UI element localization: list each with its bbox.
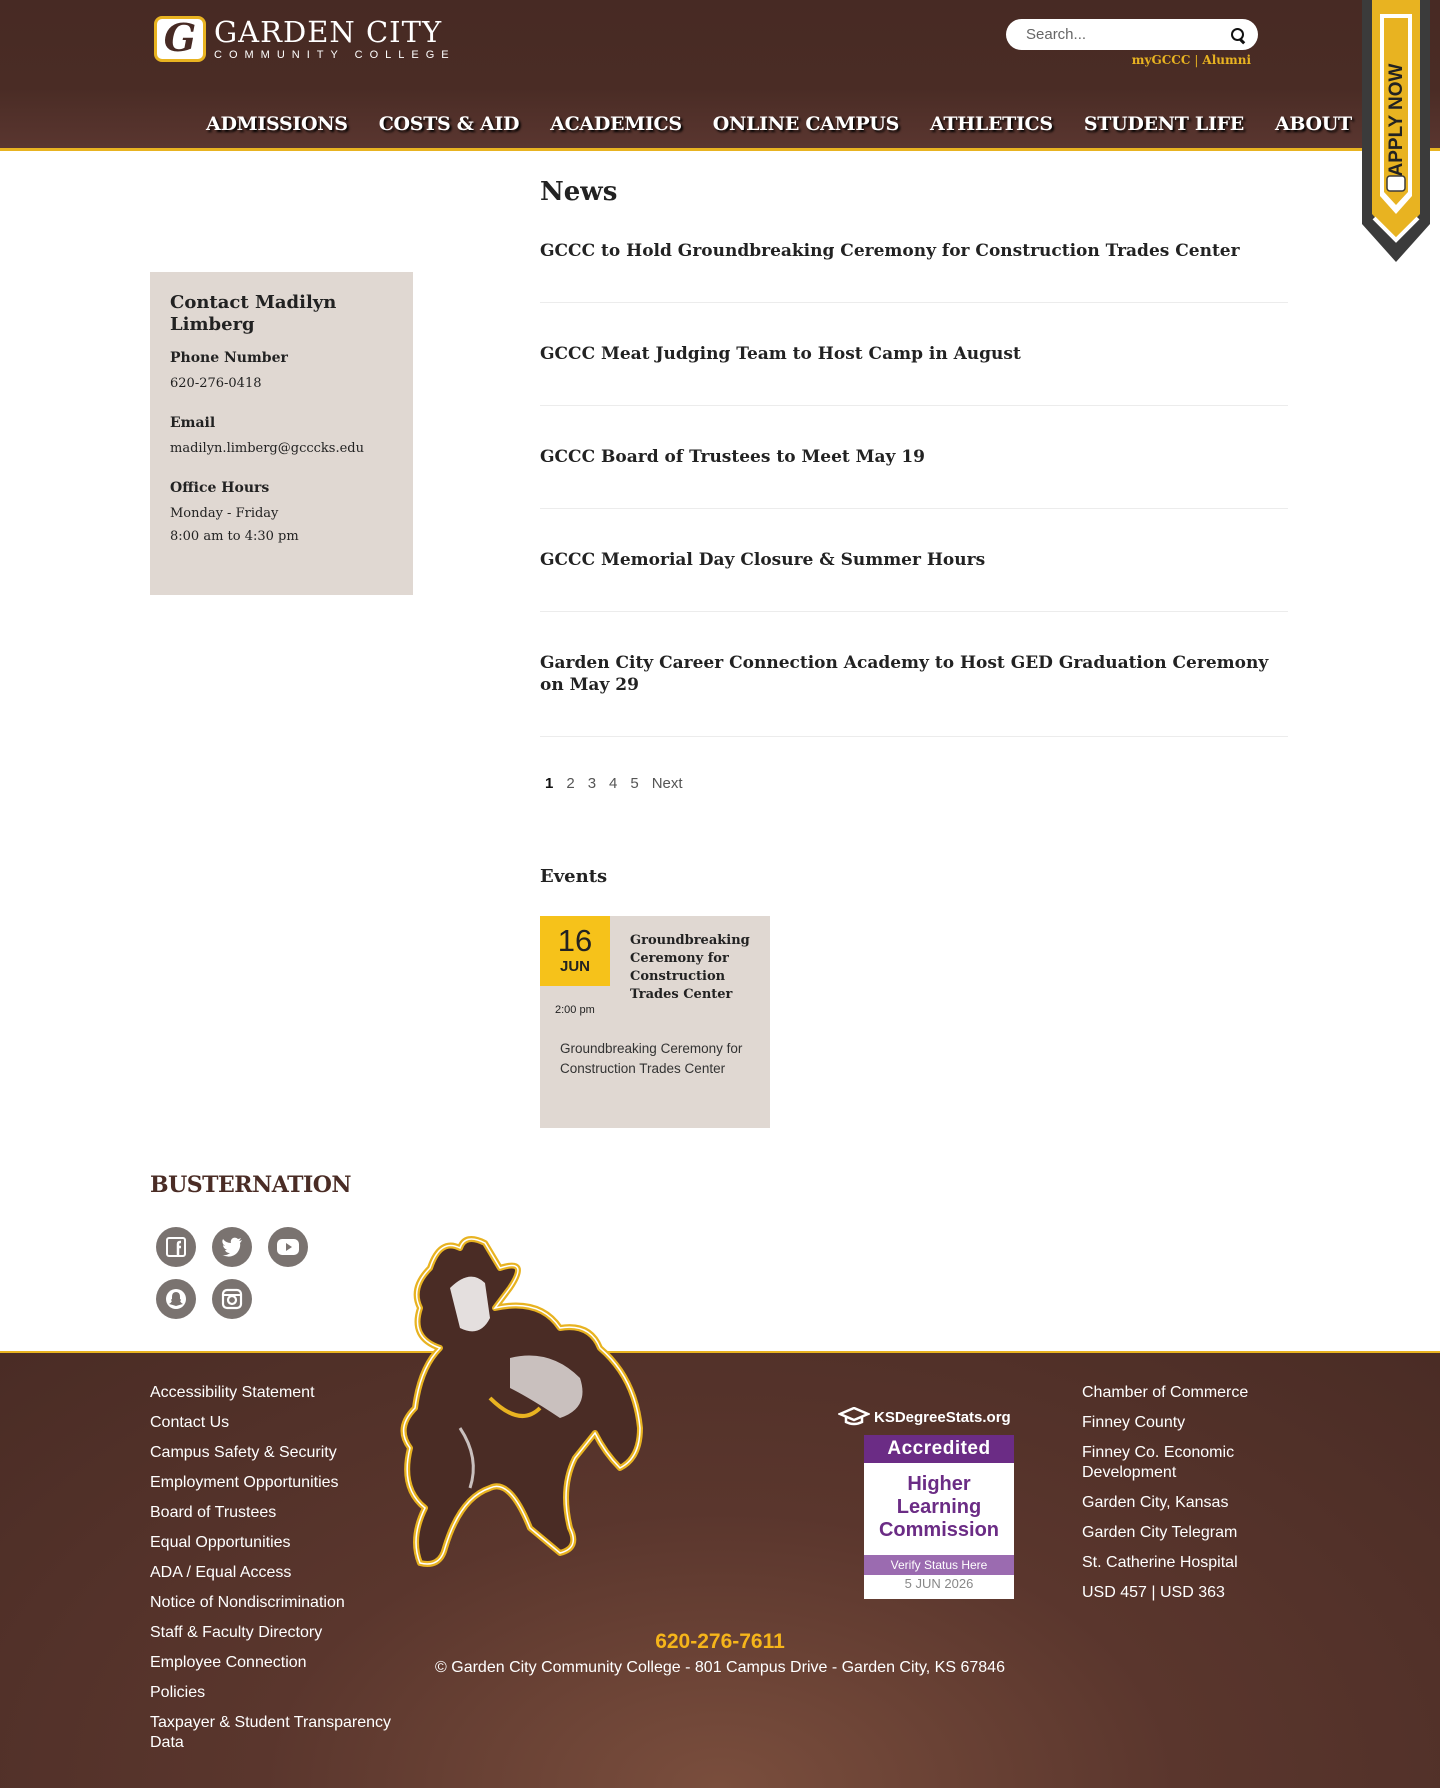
footer-link-directory[interactable]: Staff & Faculty Directory <box>150 1624 323 1641</box>
footer-link-finney-county[interactable]: Finney County <box>1082 1414 1186 1431</box>
search-input[interactable] <box>1026 26 1230 43</box>
footer-link-employee-connection[interactable]: Employee Connection <box>150 1654 307 1671</box>
page-5-link[interactable]: 5 <box>630 775 639 792</box>
util-separator: | <box>1194 53 1199 67</box>
youtube-glyph <box>276 1238 300 1256</box>
news-title-link[interactable]: GCCC Memorial Day Closure & Summer Hours <box>540 550 986 570</box>
mascot-body <box>404 1239 640 1564</box>
logo-mark-icon: G <box>154 16 206 62</box>
news-title-link[interactable]: Garden City Career Connection Academy to Host GED Graduation Ceremony on May 29 <box>540 653 1269 695</box>
facebook-glyph <box>165 1236 187 1258</box>
footer-link-finney-economic[interactable]: Finney Co. Economic Development <box>1082 1444 1235 1481</box>
footer-link-chamber[interactable]: Chamber of Commerce <box>1082 1384 1249 1401</box>
youtube-icon[interactable] <box>268 1227 308 1267</box>
hlc-line-2: Learning <box>896 1496 982 1518</box>
ksdegreestats-label: KSDegreeStats.org <box>874 1408 1011 1426</box>
event-date-badge <box>540 916 610 986</box>
news-item <box>540 343 1288 406</box>
nav-admissions[interactable]: ADMISSIONS <box>206 113 348 135</box>
page-2-link[interactable]: 2 <box>566 775 575 792</box>
nav-student-life[interactable]: STUDENT LIFE <box>1083 113 1244 135</box>
logo-subtitle: COMMUNITY COLLEGE <box>214 49 456 61</box>
email-value[interactable]: madilyn.limberg@gcccks.edu <box>170 441 364 456</box>
news-item <box>540 652 1288 737</box>
footer-link-transparency[interactable]: Taxpayer & Student Transparency Data <box>150 1714 392 1751</box>
footer-link-usd[interactable]: USD 457 | USD 363 <box>1082 1584 1225 1601</box>
utility-links <box>1132 53 1251 67</box>
pagination <box>545 775 683 792</box>
contact-title: Contact Madilyn Limberg <box>170 292 337 335</box>
apply-now-ribbon[interactable] <box>1362 0 1430 262</box>
news-item <box>540 240 1288 303</box>
page-3-link[interactable]: 3 <box>587 775 597 792</box>
footer-link-nondiscrimination[interactable]: Notice of Nondiscrimination <box>150 1594 345 1611</box>
hlc-line-3: Commission <box>878 1519 1000 1541</box>
footer-link-hospital[interactable]: St. Catherine Hospital <box>1082 1554 1238 1571</box>
news-item <box>540 446 1288 509</box>
logo-text <box>214 17 456 61</box>
college-logo[interactable] <box>154 16 456 62</box>
hours-time: 8:00 am to 4:30 pm <box>170 529 299 544</box>
instagram-icon[interactable] <box>212 1279 252 1319</box>
email-group <box>170 415 393 460</box>
snapchat-icon[interactable] <box>156 1279 196 1319</box>
event-description: Groundbreaking Ceremony for Construction Trades Center <box>560 1041 743 1076</box>
footer-link-garden-city[interactable]: Garden City, Kansas <box>1082 1494 1229 1511</box>
event-time: 2:00 pm <box>555 1004 595 1016</box>
event-day: 16 <box>557 923 593 958</box>
hours-days: Monday - Friday <box>170 506 279 521</box>
nav-academics[interactable]: ACADEMICS <box>550 113 682 135</box>
email-label: Email <box>170 415 216 431</box>
mygccc-link[interactable]: myGCCC <box>1131 53 1191 67</box>
event-title-link[interactable]: Groundbreaking Ceremony for Construction Trades Center <box>630 933 750 1002</box>
hlc-verify-link[interactable]: Verify Status Here <box>864 1555 1014 1575</box>
ksdegreestats-logo[interactable] <box>838 1407 1011 1427</box>
hlc-accredited: Accredited <box>864 1435 1014 1463</box>
footer-link-safety[interactable]: Campus Safety & Security <box>150 1444 337 1461</box>
footer-address: © Garden City Community College - 801 Campus Drive - Garden City, KS 67846 <box>435 1659 1005 1676</box>
hlc-date: 5 JUN 2026 <box>904 1576 974 1591</box>
nav-online-campus[interactable]: ONLINE CAMPUS <box>712 113 899 135</box>
search-icon[interactable] <box>1230 27 1246 43</box>
footer-link-employment[interactable]: Employment Opportunities <box>150 1474 339 1491</box>
twitter-icon[interactable] <box>212 1227 252 1267</box>
graduation-cap-icon <box>838 1407 870 1427</box>
news-title-link[interactable]: GCCC to Hold Groundbreaking Ceremony for Construction Trades Center <box>540 241 1240 261</box>
footer-link-trustees[interactable]: Board of Trustees <box>150 1504 277 1521</box>
page-1-link[interactable]: 1 <box>545 775 554 792</box>
twitter-glyph <box>221 1237 243 1257</box>
phone-group <box>170 350 393 395</box>
alumni-link[interactable]: Alumni <box>1202 53 1251 67</box>
hlc-accreditation-badge[interactable] <box>864 1435 1014 1599</box>
instagram-glyph <box>221 1288 243 1310</box>
footer-link-telegram[interactable]: Garden City Telegram <box>1082 1524 1238 1541</box>
footer-link-accessibility[interactable]: Accessibility Statement <box>150 1384 315 1401</box>
nav-athletics[interactable]: ATHLETICS <box>930 113 1053 135</box>
facebook-icon[interactable] <box>156 1227 196 1267</box>
footer-links-right <box>1082 1383 1282 1613</box>
search-box <box>1006 19 1258 50</box>
hlc-line-1: Higher <box>907 1473 971 1495</box>
footer-link-equal-opportunities[interactable]: Equal Opportunities <box>150 1534 291 1551</box>
footer-links-left <box>150 1383 410 1763</box>
footer-link-contact[interactable]: Contact Us <box>150 1414 230 1431</box>
footer-link-policies[interactable]: Policies <box>150 1684 206 1701</box>
main-nav <box>206 113 1383 135</box>
apply-now-label: APPLY NOW <box>1386 63 1407 177</box>
events-heading: Events <box>540 866 608 887</box>
event-card[interactable] <box>540 916 770 1128</box>
news-heading: News <box>540 177 618 207</box>
next-page-link[interactable]: Next <box>651 775 683 792</box>
news-list <box>540 240 1288 777</box>
ribbon-logo-icon <box>1387 176 1405 191</box>
news-title-link[interactable]: GCCC Board of Trustees to Meet May 19 <box>540 447 925 467</box>
nav-about[interactable]: ABOUT <box>1274 113 1352 135</box>
logo-name: GARDEN CITY <box>214 15 443 49</box>
phone-label: Phone Number <box>170 350 288 366</box>
hours-group <box>170 480 393 548</box>
hours-label: Office Hours <box>170 480 270 496</box>
snapchat-glyph <box>165 1288 187 1310</box>
hlc-name <box>864 1463 1014 1555</box>
contact-card <box>150 272 413 595</box>
page-4-link[interactable]: 4 <box>609 775 618 792</box>
phone-value[interactable]: 620-276-0418 <box>170 376 262 391</box>
footer-link-ada[interactable]: ADA / Equal Access <box>150 1564 292 1581</box>
site-footer <box>0 1351 1440 1788</box>
bronco-mascot-icon <box>390 1228 670 1588</box>
news-item <box>540 549 1288 612</box>
footer-phone[interactable]: 620-276-7611 <box>655 1630 785 1653</box>
event-month: JUN <box>559 958 590 975</box>
busternation-heading: BUSTERNATION <box>150 1172 352 1198</box>
site-header <box>0 0 1440 151</box>
nav-costs-aid[interactable]: COSTS & AID <box>378 113 520 135</box>
news-title-link[interactable]: GCCC Meat Judging Team to Host Camp in August <box>540 344 1021 364</box>
